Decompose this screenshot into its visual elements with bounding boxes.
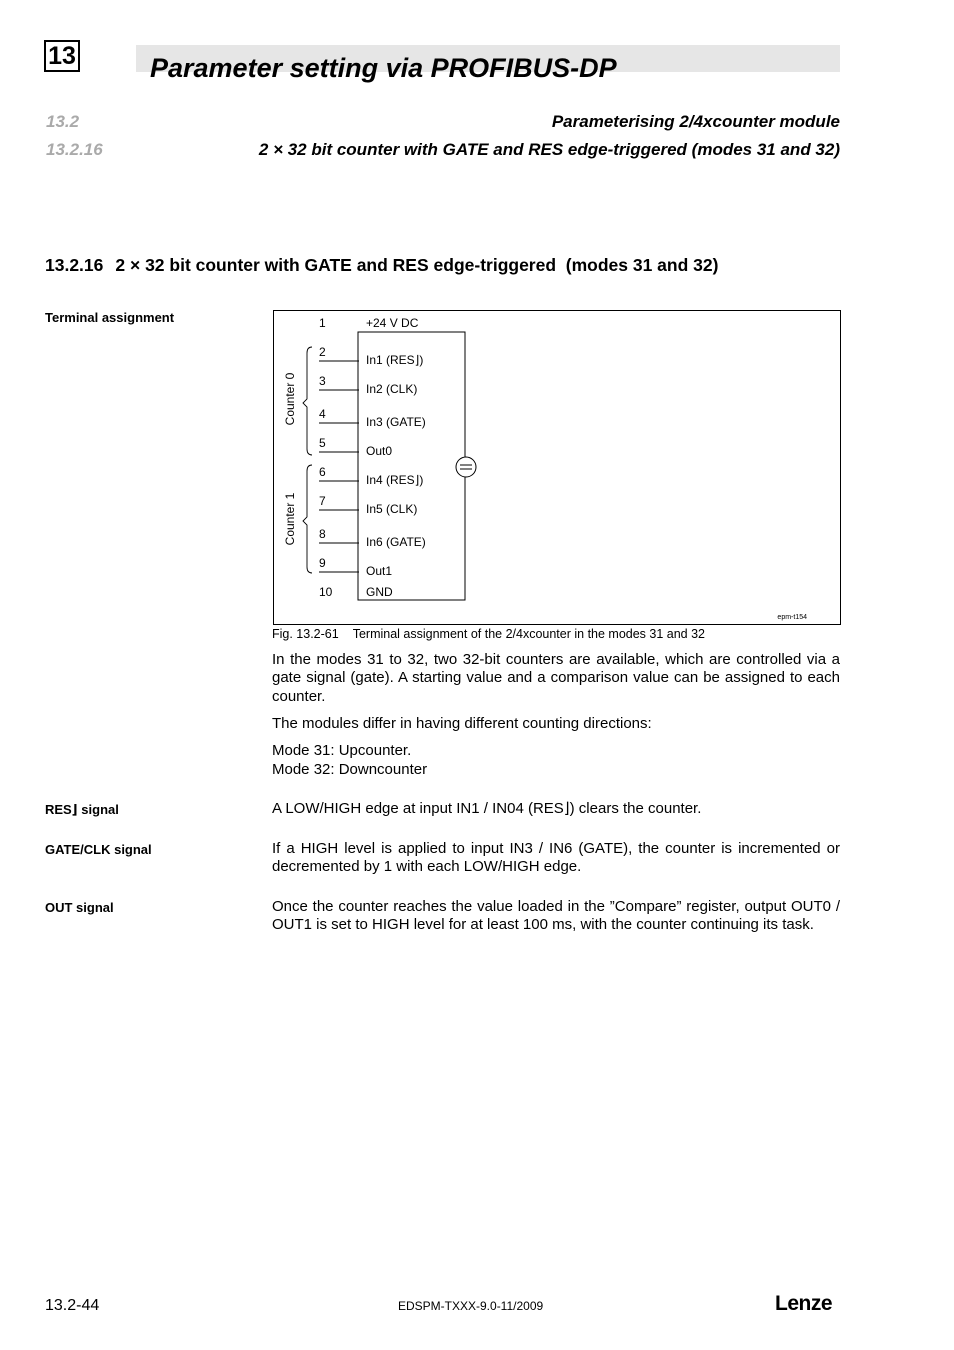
terminal-label-7: In5 (CLK) — [366, 502, 418, 516]
terminal-number-2: 2 — [319, 345, 326, 359]
paragraph-gate-signal: If a HIGH level is applied to input IN3 / IN6 (GATE), the counter is incremented or decremented by 1 with each LOW/HIGH edge. — [272, 840, 840, 876]
figure-caption-text: Terminal assignment of the 2/4xcounter in the modes 31 and 32 — [352, 627, 706, 641]
section-heading-title: 2 × 32 bit counter with GATE and RES edge-triggered (modes 31 and 32) — [115, 255, 719, 275]
chapter-number: 13 — [48, 42, 76, 70]
figure-caption — [272, 627, 705, 641]
section-title-1: Parameterising 2/4xcounter module — [551, 112, 840, 131]
group-label-counter-0: Counter 0 — [283, 372, 297, 426]
section-heading — [45, 255, 718, 276]
terminal-number-10: 10 — [319, 585, 333, 599]
footer-doc-id: EDSPM-TXXX-9.0-11/2009 — [398, 1299, 544, 1313]
terminal-rows — [319, 316, 426, 599]
terminal-label-9: Out1 — [366, 564, 393, 578]
section-heading-number: 13.2.16 — [45, 255, 104, 275]
footer-page-number: 13.2-44 — [45, 1297, 100, 1314]
figure-ref: epm-t154 — [777, 614, 807, 621]
chapter-number-box — [44, 40, 80, 72]
paragraph-out-signal: Once the counter reaches the value loaded in the ”Compare” register, output OUT0 / OUT1 is set to HIGH level for at least 100 ms, with the counter continuing its task. — [272, 898, 840, 934]
terminal-label-8: In6 (GATE) — [366, 535, 426, 549]
paragraph-mode-32: Mode 32: Downcounter — [272, 761, 428, 778]
label-res-signal: RES⌋ signal — [45, 802, 119, 817]
terminal-label-6: In4 (RES⌋) — [366, 473, 424, 487]
section-number-2: 13.2.16 — [46, 140, 103, 159]
group-label-counter-1: Counter 1 — [283, 492, 297, 546]
terminal-label-10: GND — [366, 585, 393, 599]
terminal-number-9: 9 — [319, 556, 326, 570]
counter-0-brace — [303, 347, 312, 455]
paragraph-differ: The modules differ in having different counting directions: — [272, 715, 652, 732]
counter-1-brace — [303, 465, 312, 573]
label-terminal-assignment: Terminal assignment — [45, 310, 175, 325]
terminal-number-5: 5 — [319, 436, 326, 450]
terminal-label-3: In2 (CLK) — [366, 382, 418, 396]
label-gate-clk-signal: GATE/CLK signal — [45, 842, 152, 857]
terminal-diagram — [273, 310, 841, 625]
terminal-label-5: Out0 — [366, 444, 393, 458]
terminal-number-3: 3 — [319, 374, 326, 388]
terminal-number-1: 1 — [319, 316, 326, 330]
paragraph-res-signal: A LOW/HIGH edge at input IN1 / IN04 (RES⌋) clears the counter. — [272, 800, 702, 817]
ground-symbol-icon — [456, 457, 476, 477]
terminal-label-4: In3 (GATE) — [366, 415, 426, 429]
figure-caption-number: Fig. 13.2-61 — [272, 627, 339, 641]
section-number-1: 13.2 — [46, 112, 80, 131]
terminal-label-2: In1 (RES⌋) — [366, 353, 424, 367]
terminal-diagram-svg — [274, 311, 840, 624]
terminal-number-7: 7 — [319, 494, 326, 508]
terminal-block-outline — [358, 332, 465, 600]
terminal-number-8: 8 — [319, 527, 326, 541]
label-out-signal: OUT signal — [45, 900, 114, 915]
paragraph-mode-31: Mode 31: Upcounter. — [272, 742, 412, 759]
paragraph-intro: In the modes 31 to 32, two 32-bit counters are available, which are controlled via a gate signal (gate). A starting value and a comparison value can be assigned to each counter. — [272, 651, 840, 705]
terminal-label-1: +24 V DC — [366, 316, 419, 330]
section-title-2: 2 × 32 bit counter with GATE and RES edge-triggered (modes 31 and 32) — [258, 140, 840, 159]
terminal-number-4: 4 — [319, 407, 326, 421]
chapter-title: Parameter setting via PROFIBUS-DP — [150, 53, 617, 83]
lenze-logo: Lenze — [775, 1292, 833, 1315]
terminal-number-6: 6 — [319, 465, 326, 479]
